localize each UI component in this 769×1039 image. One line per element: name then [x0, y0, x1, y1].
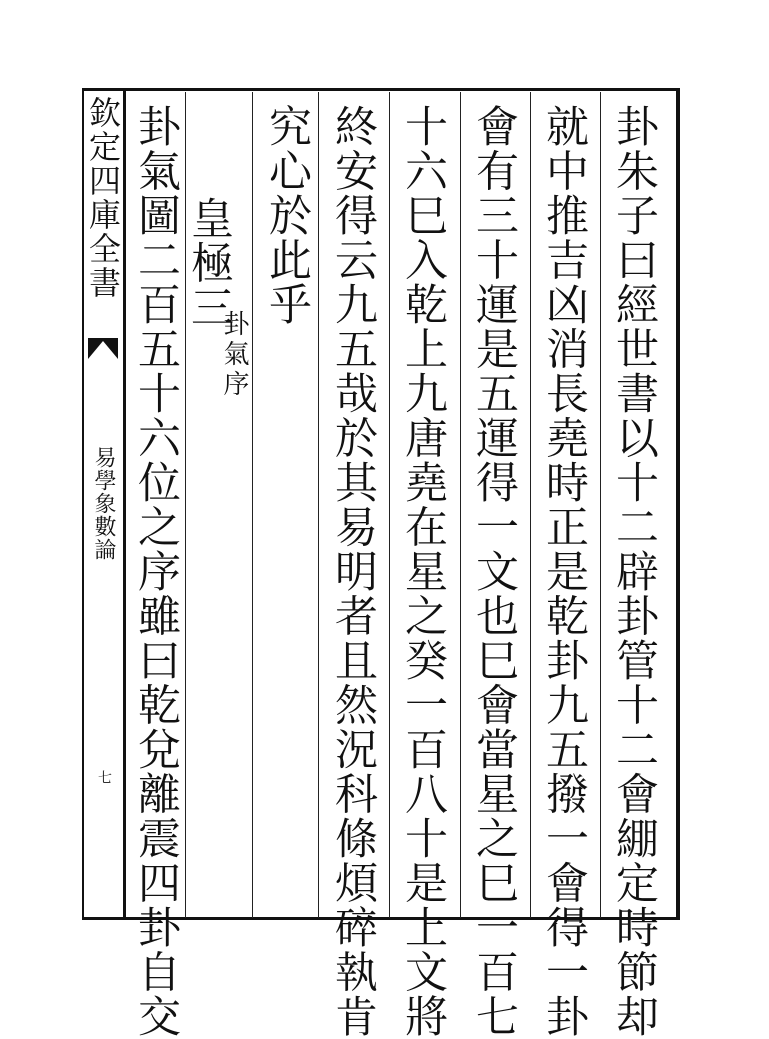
column-divider — [600, 92, 601, 918]
fish-tail-mark — [88, 338, 118, 372]
text-column-6: 究心於此乎 — [262, 104, 312, 327]
text-border-left — [123, 90, 126, 918]
section-subheading: 卦氣序 — [219, 310, 249, 400]
section-heading: 皇極三 — [184, 196, 234, 330]
column-divider — [389, 92, 390, 918]
text-column-7: 卦氣圖二百五十六位之序雖曰乾兌離震四卦自交 — [131, 104, 181, 1039]
text-column-4: 十六巳入乾上九唐堯在星之癸一百八十是上文將 — [398, 104, 448, 1039]
column-divider — [530, 92, 531, 918]
margin-chapter-title: 易學象數論 — [91, 446, 116, 561]
text-column-3: 會有三十運是五運得一文也巳會當星之巳一百七 — [469, 104, 519, 1039]
column-divider — [460, 92, 461, 918]
column-divider — [252, 92, 253, 918]
folio-number: 七 — [96, 770, 112, 784]
text-column-1: 卦朱子曰經世書以十二辟卦管十二會綳定時節却 — [609, 104, 659, 1039]
text-column-5: 終安得云九五哉於其易明者且然況科條煩碎執肯 — [328, 104, 378, 1039]
column-divider — [318, 92, 319, 918]
text-column-2: 就中推吉凶消長堯時正是乾卦九五撥一會得一卦 — [539, 104, 589, 1039]
margin-book-title: 欽定四庫全書 — [84, 96, 122, 300]
